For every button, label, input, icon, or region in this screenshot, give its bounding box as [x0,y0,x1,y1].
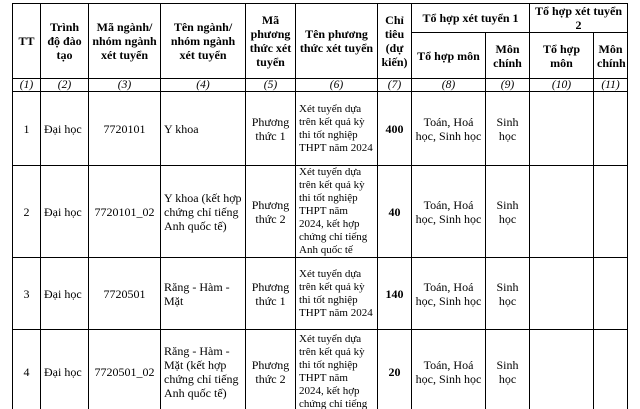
row-mon-chinh-2 [594,258,628,330]
column-number: (2) [41,79,89,92]
row-to-hop-mon-1: Toán, Hoá học, Sinh học [412,258,486,330]
row-ma-nganh: 7720501_02 [89,330,161,409]
row-trinh-do: Đại học [41,258,89,330]
header-row-1 [13,4,628,33]
row-mon-chinh-2 [594,330,628,409]
row-mon-chinh-1: Sinh học [486,92,530,166]
row-to-hop-mon-2 [530,92,594,166]
column-number: (9) [486,79,530,92]
row-ten-phuong-thuc: Xét tuyển dựa trên kết quả kỳ thi tốt nghiệp THPT năm 2024 [296,92,378,166]
row-chi-tieu: 20 [378,330,412,409]
row-mon-chinh-1: Sinh học [486,166,530,258]
header-tt: TT [13,4,41,79]
row-ma-phuong-thuc: Phương thức 1 [246,258,296,330]
header-to-hop-mon-1: Tổ hợp môn [412,33,486,79]
row-ma-phuong-thuc: Phương thức 1 [246,92,296,166]
header-mon-chinh-2: Môn chính [594,33,628,79]
row-ma-phuong-thuc: Phương thức 2 [246,166,296,258]
row-chi-tieu: 400 [378,92,412,166]
row-ma-phuong-thuc: Phương thức 2 [246,330,296,409]
header-chi-tieu: Chỉ tiêu (dự kiến) [378,4,412,79]
row-ten-phuong-thuc: Xét tuyển dựa trên kết quả kỳ thi tốt nghiệp THPT năm 2024, kết hợp chứng chỉ tiếng Anh quốc tế [296,166,378,258]
row-ma-nganh: 7720101 [89,92,161,166]
table-row [13,92,628,166]
row-mon-chinh-1: Sinh học [486,258,530,330]
column-number: (6) [296,79,378,92]
row-ten-nganh: Răng - Hàm - Mặt (kết hợp chứng chỉ tiếng Anh quốc tế) [161,330,246,409]
row-ten-nganh: Y khoa (kết hợp chứng chỉ tiếng Anh quốc tế) [161,166,246,258]
row-ten-phuong-thuc: Xét tuyển dựa trên kết quả kỳ thi tốt nghiệp THPT năm 2024, kết hợp chứng chỉ tiếng [296,330,378,409]
header-trinh-do: Trình độ đào tạo [41,4,89,79]
column-number: (4) [161,79,246,92]
row-to-hop-mon-1: Toán, Hoá học, Sinh học [412,92,486,166]
row-ma-nganh: 7720101_02 [89,166,161,258]
admissions-table [12,3,628,409]
header-ten-phuong-thuc: Tên phương thức xét tuyển [296,4,378,79]
row-mon-chinh-1: Sinh học [486,330,530,409]
row-tt: 2 [13,166,41,258]
header-mon-chinh-1: Môn chính [486,33,530,79]
row-ten-nganh: Răng - Hàm - Mặt [161,258,246,330]
row-to-hop-mon-2 [530,166,594,258]
table-row [13,258,628,330]
row-ma-nganh: 7720501 [89,258,161,330]
header-to-hop-2: Tổ hợp xét tuyển 2 [530,4,628,33]
header-ma-nganh: Mã ngành/ nhóm ngành xét tuyển [89,4,161,79]
row-chi-tieu: 40 [378,166,412,258]
table-row [13,330,628,409]
column-number: (10) [530,79,594,92]
column-number: (3) [89,79,161,92]
row-tt: 3 [13,258,41,330]
row-chi-tieu: 140 [378,258,412,330]
row-trinh-do: Đại học [41,330,89,409]
row-trinh-do: Đại học [41,166,89,258]
row-ten-phuong-thuc: Xét tuyển dựa trên kết quả kỳ thi tốt nghiệp THPT năm 2024 [296,258,378,330]
row-ten-nganh: Y khoa [161,92,246,166]
column-number: (5) [246,79,296,92]
row-trinh-do: Đại học [41,92,89,166]
row-mon-chinh-2 [594,166,628,258]
table-row [13,166,628,258]
row-to-hop-mon-2 [530,258,594,330]
header-ma-phuong-thuc: Mã phương thức xét tuyển [246,4,296,79]
column-number: (11) [594,79,628,92]
header-ten-nganh: Tên ngành/ nhóm ngành xét tuyển [161,4,246,79]
column-number: (7) [378,79,412,92]
header-to-hop-1: Tổ hợp xét tuyển 1 [412,4,530,33]
row-to-hop-mon-1: Toán, Hoá học, Sinh học [412,166,486,258]
header-to-hop-mon-2: Tổ hợp môn [530,33,594,79]
column-number: (8) [412,79,486,92]
row-mon-chinh-2 [594,92,628,166]
row-tt: 1 [13,92,41,166]
column-number: (1) [13,79,41,92]
column-number-row [13,79,628,92]
row-to-hop-mon-1: Toán, Hoá học, Sinh học [412,330,486,409]
row-tt: 4 [13,330,41,409]
row-to-hop-mon-2 [530,330,594,409]
